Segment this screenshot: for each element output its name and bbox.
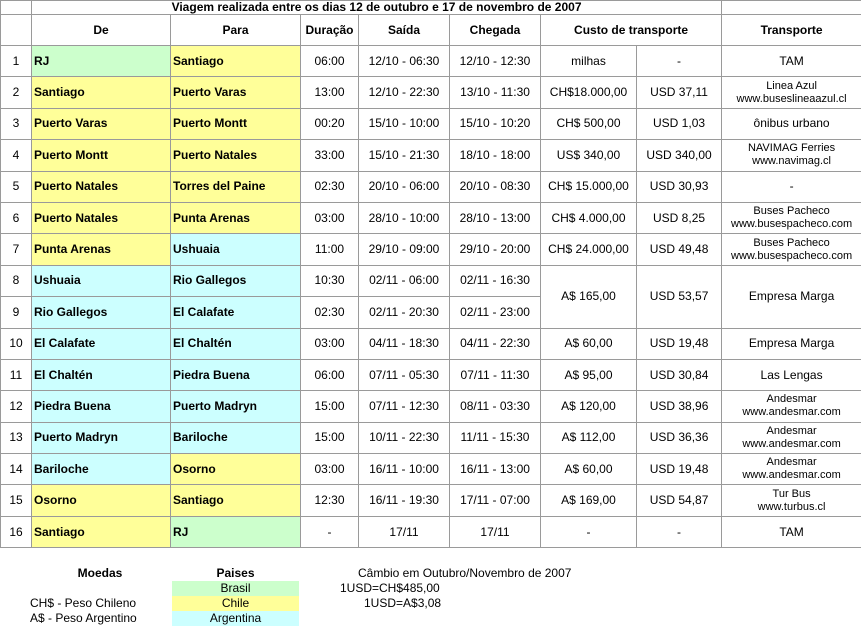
- arrival: 02/11 - 23:00: [450, 297, 541, 328]
- cost-usd: USD 340,00: [637, 140, 722, 171]
- cambio-argentina: 1USD=A$3,08: [364, 596, 442, 610]
- transport: [722, 485, 861, 516]
- transport: [722, 171, 861, 202]
- cost-usd: USD 53,57: [637, 265, 722, 328]
- table-row: [1, 328, 861, 359]
- departure: 10/11 - 22:30: [359, 422, 450, 453]
- cost-local: milhas: [541, 46, 637, 77]
- cost-local: A$ 169,00: [541, 485, 637, 516]
- table-row: [1, 140, 861, 171]
- transport-company: Empresa Marga: [748, 336, 835, 351]
- header-custo: Custo de transporte: [541, 15, 722, 46]
- table-row: [1, 454, 861, 485]
- duration: 15:00: [301, 391, 359, 422]
- from-city: Piedra Buena: [32, 391, 171, 422]
- departure: 04/11 - 18:30: [359, 328, 450, 359]
- transport-company: Buses Pacheco: [753, 236, 830, 249]
- transport-website: www.navimag.cl: [752, 155, 831, 168]
- transport: [722, 422, 861, 453]
- transport-company: Buses Pacheco: [753, 205, 830, 218]
- departure: 07/11 - 12:30: [359, 391, 450, 422]
- row-number: 9: [1, 297, 32, 328]
- to-city: Santiago: [171, 46, 301, 77]
- arrival: 12/10 - 12:30: [450, 46, 541, 77]
- transport-company: Andesmar: [766, 424, 817, 437]
- cost-usd: USD 19,48: [637, 454, 722, 485]
- from-city: Puerto Natales: [32, 202, 171, 233]
- transport: [722, 516, 861, 547]
- from-city: RJ: [32, 46, 171, 77]
- to-city: Punta Arenas: [171, 202, 301, 233]
- cost-usd: -: [637, 46, 722, 77]
- transport-company: Linea Azul: [766, 79, 817, 92]
- table-row: [1, 485, 861, 516]
- to-city: Puerto Natales: [171, 140, 301, 171]
- to-city: El Chaltén: [171, 328, 301, 359]
- transport-company: Andesmar: [766, 393, 817, 406]
- cost-local: -: [541, 516, 637, 547]
- duration: 03:00: [301, 328, 359, 359]
- legend-moedas: [30, 566, 170, 626]
- duration: 02:30: [301, 297, 359, 328]
- table-row: [1, 202, 861, 233]
- to-city: Santiago: [171, 485, 301, 516]
- from-city: El Chaltén: [32, 359, 171, 390]
- table-title: Viagem realizada entre os dias 12 de outubro e 17 de novembro de 2007: [32, 1, 722, 15]
- arrival: 13/10 - 11:30: [450, 77, 541, 108]
- transport: [722, 391, 861, 422]
- arrival: 11/11 - 15:30: [450, 422, 541, 453]
- row-number: 10: [1, 328, 32, 359]
- table-row: [1, 359, 861, 390]
- departure: 29/10 - 09:00: [359, 234, 450, 265]
- arrival: 07/11 - 11:30: [450, 359, 541, 390]
- from-city: Osorno: [32, 485, 171, 516]
- cost-local: US$ 340,00: [541, 140, 637, 171]
- table-row: [1, 516, 861, 547]
- row-number: 11: [1, 359, 32, 390]
- cost-local: A$ 112,00: [541, 422, 637, 453]
- transport-company: Tur Bus: [772, 487, 811, 500]
- cost-usd: USD 8,25: [637, 202, 722, 233]
- cost-usd: USD 1,03: [637, 108, 722, 139]
- transport-company: Las Lengas: [760, 367, 823, 382]
- duration: 00:20: [301, 108, 359, 139]
- transport: [722, 46, 861, 77]
- duration: -: [301, 516, 359, 547]
- departure: 02/11 - 06:00: [359, 265, 450, 296]
- cost-usd: USD 54,87: [637, 485, 722, 516]
- row-number: 8: [1, 265, 32, 296]
- row-number: 14: [1, 454, 32, 485]
- arrival: 17/11 - 07:00: [450, 485, 541, 516]
- cost-local: CH$18.000,00: [541, 77, 637, 108]
- table-row: [1, 171, 861, 202]
- cambio-chile: 1USD=CH$485,00: [340, 581, 440, 595]
- departure: 12/10 - 06:30: [359, 46, 450, 77]
- transport-website: www.turbus.cl: [757, 500, 826, 513]
- table-row: [1, 265, 861, 296]
- departure: 16/11 - 19:30: [359, 485, 450, 516]
- header-transporte: Transporte: [722, 15, 861, 46]
- from-city: El Calafate: [32, 328, 171, 359]
- from-city: Santiago: [32, 77, 171, 108]
- duration: 11:00: [301, 234, 359, 265]
- transport-website: www.busespacheco.com: [731, 218, 853, 231]
- cost-usd: USD 37,11: [637, 77, 722, 108]
- to-city: Torres del Paine: [171, 171, 301, 202]
- transport-company: NAVIMAG Ferries: [747, 142, 836, 155]
- duration: 10:30: [301, 265, 359, 296]
- header-para: Para: [171, 15, 301, 46]
- departure: 15/10 - 21:30: [359, 140, 450, 171]
- from-city: Puerto Varas: [32, 108, 171, 139]
- pais-brasil: Brasil: [172, 581, 299, 596]
- cost-local: CH$ 24.000,00: [541, 234, 637, 265]
- transport-website: www.busespacheco.com: [731, 249, 853, 262]
- duration: 15:00: [301, 422, 359, 453]
- arrival: 18/10 - 18:00: [450, 140, 541, 171]
- to-city: Puerto Varas: [171, 77, 301, 108]
- cost-local: CH$ 15.000,00: [541, 171, 637, 202]
- table-row: [1, 108, 861, 139]
- departure: 16/11 - 10:00: [359, 454, 450, 485]
- to-city: Rio Gallegos: [171, 265, 301, 296]
- departure: 20/10 - 06:00: [359, 171, 450, 202]
- cost-local: CH$ 500,00: [541, 108, 637, 139]
- transport: [722, 140, 861, 171]
- moeda-item: CH$ - Peso Chileno: [30, 596, 137, 610]
- transport-company: -: [789, 179, 794, 194]
- duration: 33:00: [301, 140, 359, 171]
- transport-company: Andesmar: [766, 456, 817, 469]
- cost-local: A$ 165,00: [541, 265, 637, 328]
- row-number: 15: [1, 485, 32, 516]
- from-city: Santiago: [32, 516, 171, 547]
- departure: 17/11: [359, 516, 450, 547]
- arrival: 08/11 - 03:30: [450, 391, 541, 422]
- duration: 06:00: [301, 46, 359, 77]
- transport: [722, 359, 861, 390]
- duration: 02:30: [301, 171, 359, 202]
- duration: 06:00: [301, 359, 359, 390]
- from-city: Puerto Montt: [32, 140, 171, 171]
- title-empty-cell: [722, 1, 861, 15]
- to-city: Osorno: [171, 454, 301, 485]
- pais-chile: Chile: [172, 596, 299, 611]
- row-number: 5: [1, 171, 32, 202]
- to-city: RJ: [171, 516, 301, 547]
- row-number: 3: [1, 108, 32, 139]
- from-city: Bariloche: [32, 454, 171, 485]
- arrival: 20/10 - 08:30: [450, 171, 541, 202]
- to-city: El Calafate: [171, 297, 301, 328]
- legend-cambio: [338, 566, 598, 611]
- cambio-title: Câmbio em Outubro/Novembro de 2007: [358, 566, 572, 580]
- transport-website: www.andesmar.com: [742, 406, 841, 419]
- header-saida: Saída: [359, 15, 450, 46]
- header-duracao: Duração: [301, 15, 359, 46]
- cost-local: A$ 95,00: [541, 359, 637, 390]
- row-number: 6: [1, 202, 32, 233]
- arrival: 02/11 - 16:30: [450, 265, 541, 296]
- row-number: 1: [1, 46, 32, 77]
- to-city: Puerto Madryn: [171, 391, 301, 422]
- moedas-title: Moedas: [77, 566, 123, 580]
- table-row: [1, 422, 861, 453]
- transport-website: www.buseslineaazul.cl: [736, 92, 847, 105]
- arrival: 16/11 - 13:00: [450, 454, 541, 485]
- row-number: 13: [1, 422, 32, 453]
- transport: [722, 328, 861, 359]
- to-city: Piedra Buena: [171, 359, 301, 390]
- from-city: Ushuaia: [32, 265, 171, 296]
- from-city: Rio Gallegos: [32, 297, 171, 328]
- cost-usd: USD 30,84: [637, 359, 722, 390]
- transport: [722, 202, 861, 233]
- duration: 12:30: [301, 485, 359, 516]
- departure: 07/11 - 05:30: [359, 359, 450, 390]
- departure: 15/10 - 10:00: [359, 108, 450, 139]
- row-number: 12: [1, 391, 32, 422]
- to-city: Puerto Montt: [171, 108, 301, 139]
- table-row: [1, 391, 861, 422]
- row-number: 7: [1, 234, 32, 265]
- table-row: [1, 77, 861, 108]
- from-city: Puerto Madryn: [32, 422, 171, 453]
- transport: Empresa Marga: [722, 265, 861, 328]
- transport: [722, 454, 861, 485]
- legend-paises: [172, 566, 299, 626]
- transport-company: ônibus urbano: [753, 116, 830, 131]
- transport-website: www.andesmar.com: [742, 469, 841, 482]
- transport: [722, 234, 861, 265]
- cost-local: CH$ 4.000,00: [541, 202, 637, 233]
- arrival: 29/10 - 20:00: [450, 234, 541, 265]
- cost-local: A$ 60,00: [541, 454, 637, 485]
- transport-company: TAM: [779, 524, 804, 539]
- departure: 12/10 - 22:30: [359, 77, 450, 108]
- cost-local: A$ 60,00: [541, 328, 637, 359]
- transport-website: www.andesmar.com: [742, 437, 841, 450]
- table-row: [1, 234, 861, 265]
- moeda-item: A$ - Peso Argentino: [30, 611, 137, 625]
- arrival: 15/10 - 10:20: [450, 108, 541, 139]
- cost-usd: -: [637, 516, 722, 547]
- duration: 03:00: [301, 454, 359, 485]
- table-row: [1, 46, 861, 77]
- duration: 13:00: [301, 77, 359, 108]
- row-number: 2: [1, 77, 32, 108]
- row-number: 16: [1, 516, 32, 547]
- header-de: De: [32, 15, 171, 46]
- to-city: Ushuaia: [171, 234, 301, 265]
- departure: 28/10 - 10:00: [359, 202, 450, 233]
- cost-usd: USD 19,48: [637, 328, 722, 359]
- arrival: 04/11 - 22:30: [450, 328, 541, 359]
- pais-argentina: Argentina: [172, 611, 299, 626]
- transport-company: TAM: [779, 53, 804, 68]
- cost-usd: USD 49,48: [637, 234, 722, 265]
- header-chegada: Chegada: [450, 15, 541, 46]
- arrival: 28/10 - 13:00: [450, 202, 541, 233]
- transport: [722, 108, 861, 139]
- cost-usd: USD 38,96: [637, 391, 722, 422]
- cost-usd: USD 36,36: [637, 422, 722, 453]
- to-city: Bariloche: [171, 422, 301, 453]
- transport: [722, 77, 861, 108]
- cost-local: A$ 120,00: [541, 391, 637, 422]
- header-index: [1, 15, 32, 46]
- from-city: Puerto Natales: [32, 171, 171, 202]
- corner-cell: [1, 1, 32, 15]
- row-number: 4: [1, 140, 32, 171]
- from-city: Punta Arenas: [32, 234, 171, 265]
- departure: 02/11 - 20:30: [359, 297, 450, 328]
- paises-title: Paises: [216, 566, 255, 580]
- arrival: 17/11: [450, 516, 541, 547]
- cost-usd: USD 30,93: [637, 171, 722, 202]
- duration: 03:00: [301, 202, 359, 233]
